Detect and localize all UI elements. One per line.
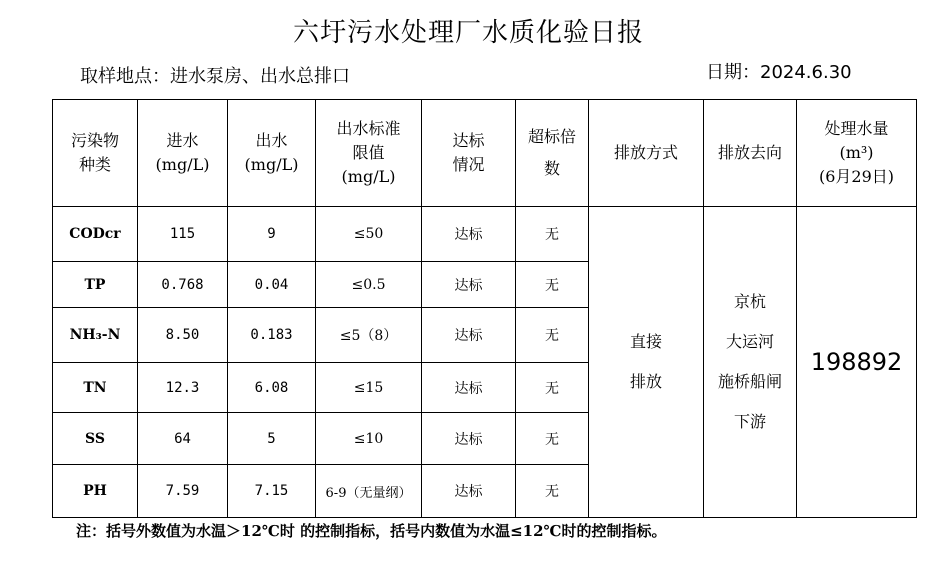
- header-discharge-dest: 排放去向: [704, 100, 797, 207]
- inflow-value: 0.768: [138, 262, 228, 308]
- limit-value: ≤0.5: [316, 262, 422, 308]
- outflow-value: 7.15: [228, 465, 316, 518]
- header-discharge-method: 排放方式: [589, 100, 704, 207]
- exceed-value: 无: [516, 262, 589, 308]
- inflow-value: 64: [138, 413, 228, 465]
- outflow-value: 0.183: [228, 308, 316, 363]
- status-value: 达标: [422, 413, 516, 465]
- report-date: 日期：2024.6.30: [706, 62, 852, 83]
- inflow-value: 12.3: [138, 363, 228, 413]
- discharge-destination: 京杭 大运河 施桥船闸 下游: [704, 207, 797, 518]
- header-outflow: 出水 (mg/L): [228, 100, 316, 207]
- exceed-value: 无: [516, 465, 589, 518]
- status-value: 达标: [422, 363, 516, 413]
- limit-value: ≤15: [316, 363, 422, 413]
- outflow-value: 0.04: [228, 262, 316, 308]
- sampling-location: 取样地点：进水泵房、出水总排口: [80, 66, 350, 87]
- header-inflow: 进水 (mg/L): [138, 100, 228, 207]
- status-value: 达标: [422, 207, 516, 262]
- report-title: 六圩污水处理厂水质化验日报: [292, 18, 644, 48]
- header-row: [53, 100, 917, 207]
- water-quality-table: [52, 99, 917, 518]
- pollutant-name: TN: [53, 363, 138, 413]
- discharge-method: 直接 排放: [589, 207, 704, 518]
- outflow-value: 6.08: [228, 363, 316, 413]
- pollutant-name: CODcr: [53, 207, 138, 262]
- pollutant-name: TP: [53, 262, 138, 308]
- exceed-value: 无: [516, 363, 589, 413]
- header-exceed: 超标倍 数: [516, 100, 589, 207]
- outflow-value: 9: [228, 207, 316, 262]
- pollutant-name: NH₃-N: [53, 308, 138, 363]
- header-limit: 出水标准 限值 (mg/L): [316, 100, 422, 207]
- exceed-value: 无: [516, 207, 589, 262]
- status-value: 达标: [422, 262, 516, 308]
- exceed-value: 无: [516, 308, 589, 363]
- status-value: 达标: [422, 308, 516, 363]
- limit-value: ≤50: [316, 207, 422, 262]
- exceed-value: 无: [516, 413, 589, 465]
- pollutant-name: PH: [53, 465, 138, 518]
- inflow-value: 115: [138, 207, 228, 262]
- pollutant-name: SS: [53, 413, 138, 465]
- header-status: 达标 情况: [422, 100, 516, 207]
- limit-value: ≤10: [316, 413, 422, 465]
- footnote: 注：括号外数值为水温＞12℃时 的控制指标，括号内数值为水温≤12℃时的控制指标。: [76, 522, 667, 540]
- treated-volume: 198892: [797, 207, 917, 518]
- inflow-value: 7.59: [138, 465, 228, 518]
- inflow-value: 8.50: [138, 308, 228, 363]
- header-volume: 处理水量 (m³) (6月29日): [797, 100, 917, 207]
- header-pollutant: 污染物 种类: [53, 100, 138, 207]
- limit-value: ≤5（8）: [316, 308, 422, 363]
- limit-value: 6-9（无量纲）: [316, 465, 422, 518]
- status-value: 达标: [422, 465, 516, 518]
- table-row: [53, 207, 917, 262]
- outflow-value: 5: [228, 413, 316, 465]
